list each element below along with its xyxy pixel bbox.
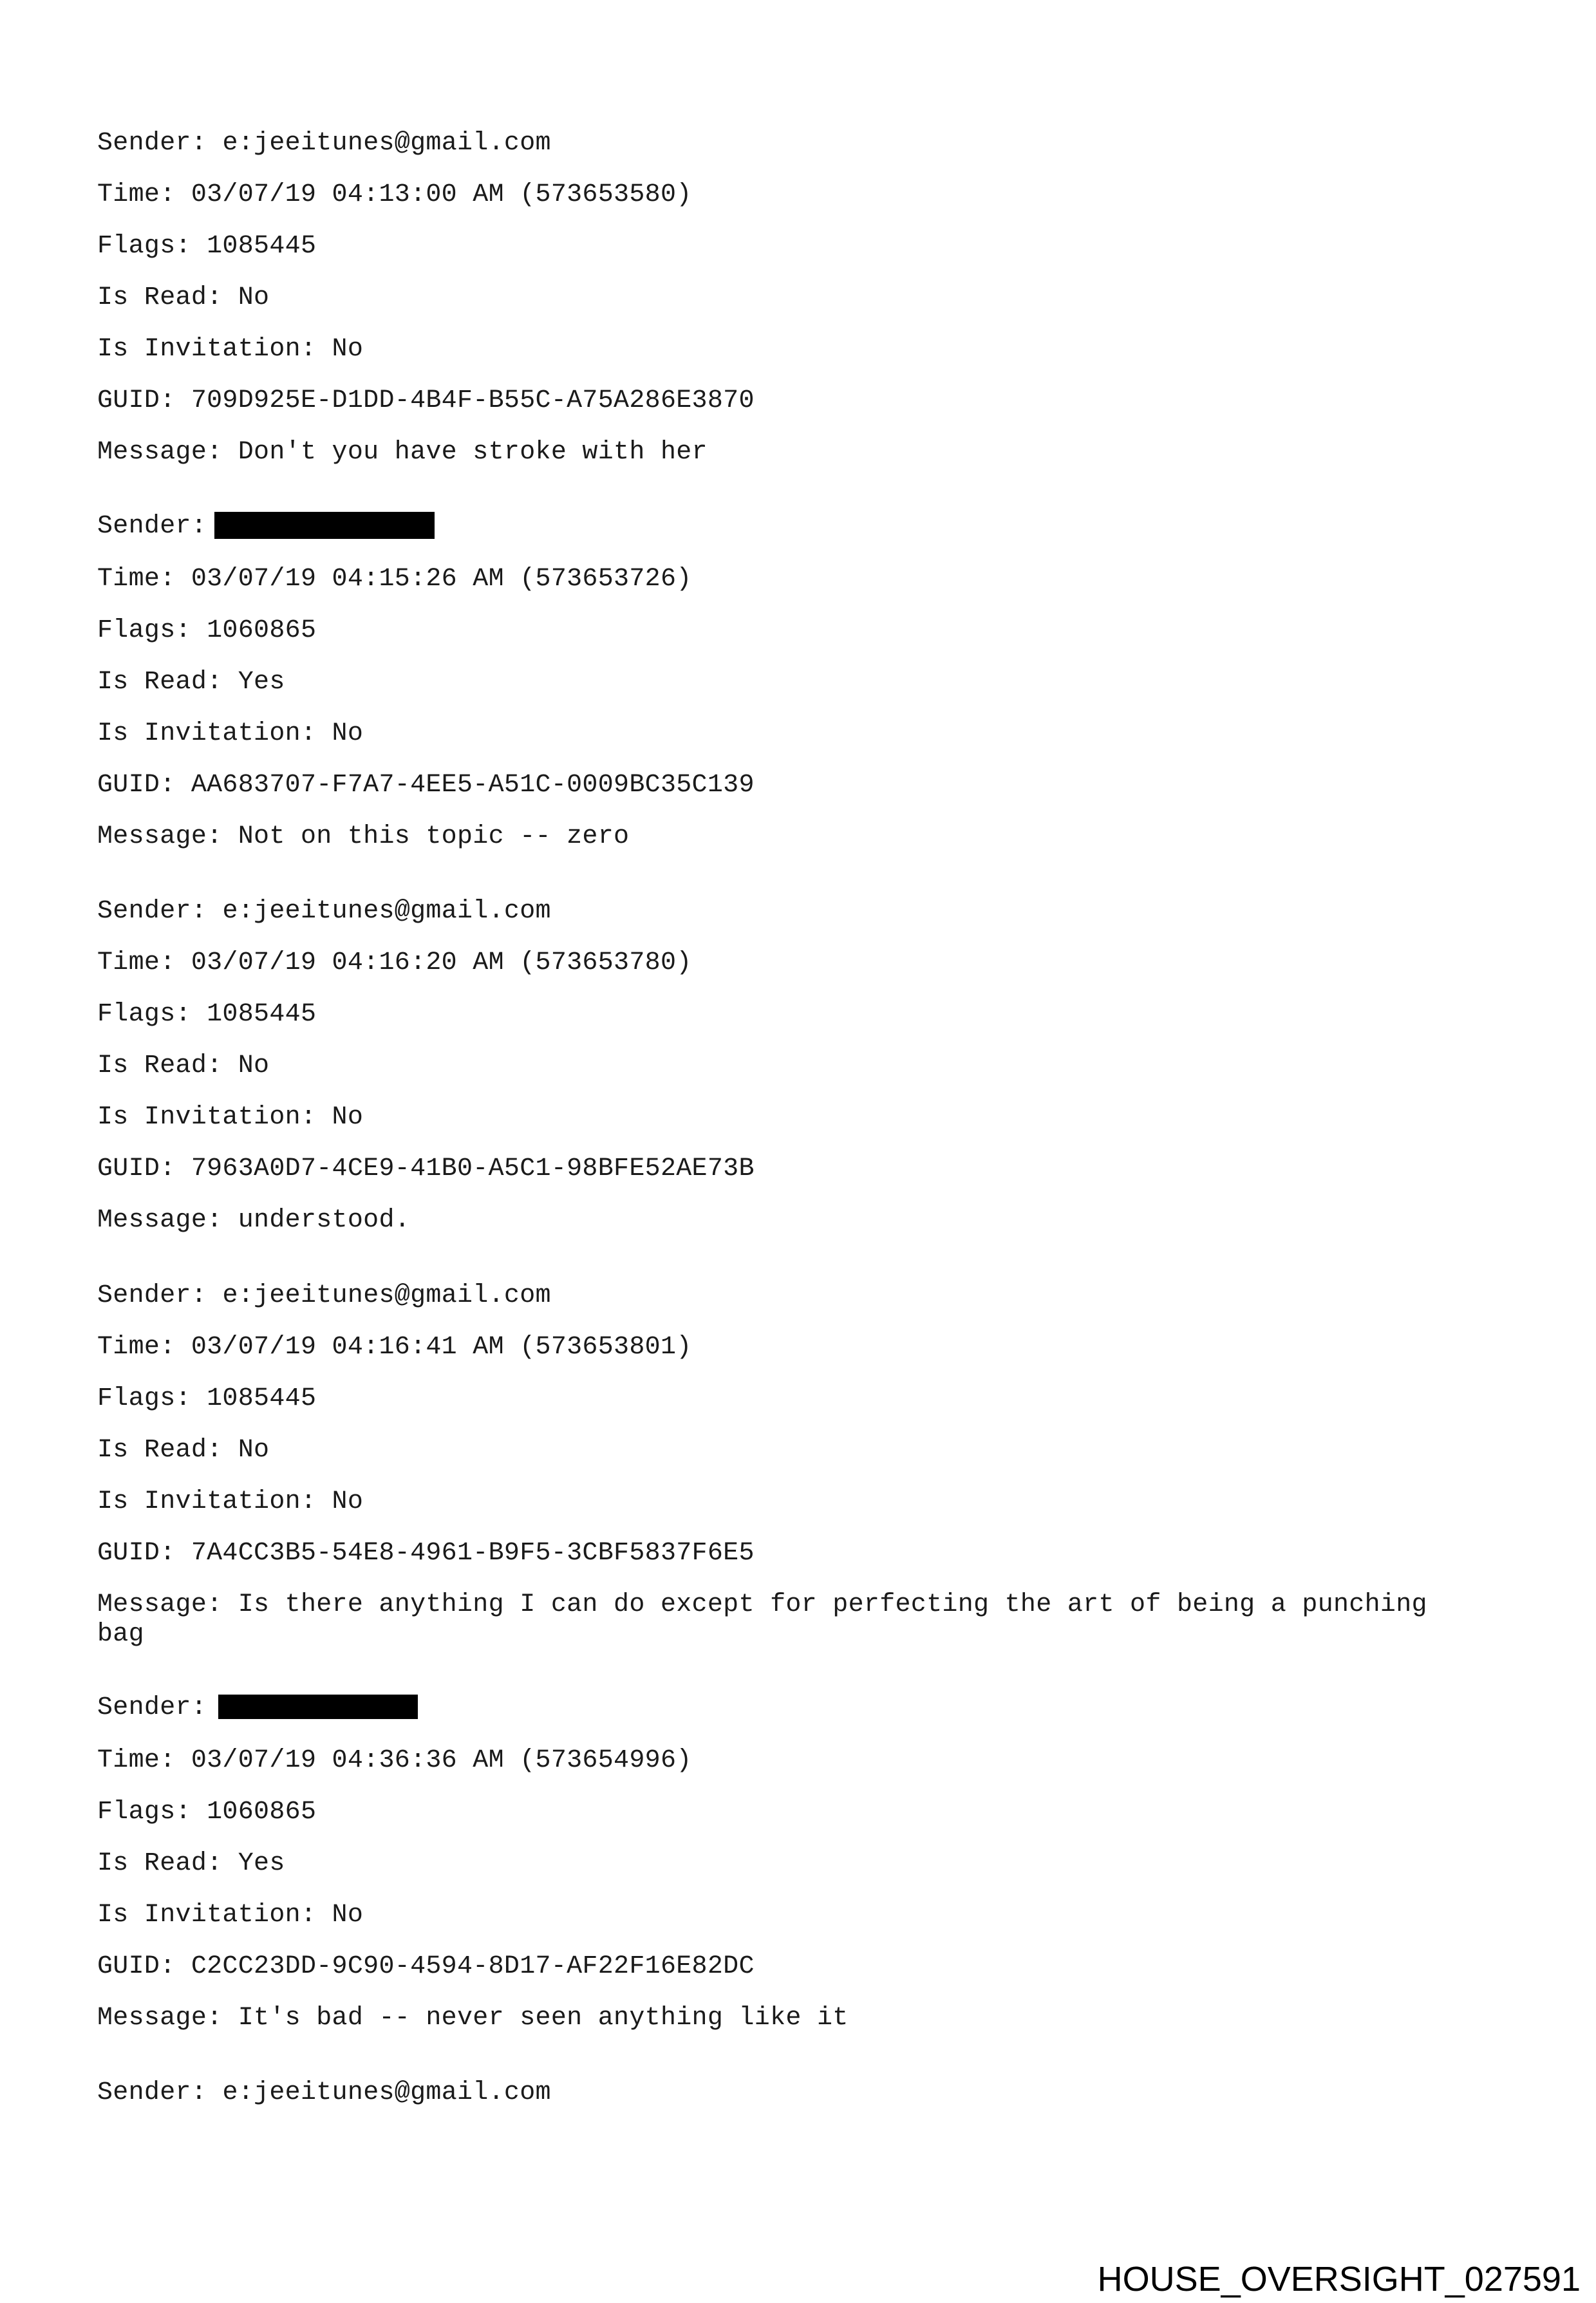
- is-invitation-line: Is Invitation: No: [97, 1103, 364, 1132]
- message-line: Message: It's bad -- never seen anything like it: [97, 2004, 849, 2033]
- is-invitation-line: Is Invitation: No: [97, 719, 364, 748]
- message-line: Message: Is there anything I can do except for perfecting the art of being a punching bag: [97, 1590, 1427, 1649]
- time-line: Time: 03/07/19 04:16:20 AM (573653780): [97, 948, 692, 977]
- message-line: Message: Not on this topic -- zero: [97, 822, 630, 851]
- flags-line: Flags: 1085445: [97, 232, 317, 261]
- flags-line: Flags: 1060865: [97, 616, 317, 645]
- guid-line: GUID: 7963A0D7-4CE9-41B0-A5C1-98BFE52AE73B: [97, 1154, 755, 1183]
- is-read-line: Is Read: Yes: [97, 668, 285, 697]
- guid-line: GUID: C2CC23DD-9C90-4594-8D17-AF22F16E82DC: [97, 1952, 755, 1981]
- sender-label: Sender:: [97, 1281, 207, 1310]
- is-invitation-line: Is Invitation: No: [97, 1487, 364, 1516]
- sender-label: Sender:: [97, 129, 207, 158]
- is-invitation-line: Is Invitation: No: [97, 335, 364, 364]
- guid-line: GUID: 709D925E-D1DD-4B4F-B55C-A75A286E3870: [97, 386, 755, 415]
- is-read-line: Is Read: Yes: [97, 1849, 285, 1878]
- time-line: Time: 03/07/19 04:16:41 AM (573653801): [97, 1333, 692, 1362]
- sender-line: [97, 897, 551, 926]
- sender-label: Sender:: [97, 897, 207, 926]
- is-invitation-line: Is Invitation: No: [97, 1901, 364, 1930]
- redaction-block: [214, 512, 435, 539]
- sender-line: [97, 129, 551, 158]
- sender-value: e:jeeitunes@gmail.com: [222, 129, 551, 158]
- time-line: Time: 03/07/19 04:15:26 AM (573653726): [97, 565, 692, 594]
- sender-value: e:jeeitunes@gmail.com: [222, 2078, 551, 2107]
- sender-value: e:jeeitunes@gmail.com: [222, 897, 551, 926]
- redaction-block: [218, 1695, 418, 1719]
- sender-label: Sender:: [97, 2078, 207, 2107]
- time-line: Time: 03/07/19 04:36:36 AM (573654996): [97, 1746, 692, 1775]
- is-read-line: Is Read: No: [97, 283, 270, 312]
- flags-line: Flags: 1085445: [97, 1384, 317, 1413]
- guid-line: GUID: 7A4CC3B5-54E8-4961-B9F5-3CBF5837F6E5: [97, 1539, 755, 1568]
- sender-line: [97, 1281, 551, 1311]
- message-line: Message: understood.: [97, 1206, 411, 1235]
- flags-line: Flags: 1060865: [97, 1798, 317, 1827]
- is-read-line: Is Read: No: [97, 1436, 270, 1465]
- message-line: Message: Don't you have stroke with her: [97, 438, 708, 467]
- guid-line: GUID: AA683707-F7A7-4EE5-A51C-0009BC35C139: [97, 771, 755, 800]
- sender-line: [97, 1693, 418, 1723]
- sender-line: [97, 512, 435, 541]
- bates-number: HOUSE_OVERSIGHT_027591: [1097, 2260, 1581, 2298]
- sender-label: Sender:: [97, 512, 207, 541]
- is-read-line: Is Read: No: [97, 1051, 270, 1080]
- sender-line: [97, 2078, 551, 2108]
- time-line: Time: 03/07/19 04:13:00 AM (573653580): [97, 180, 692, 209]
- flags-line: Flags: 1085445: [97, 1000, 317, 1029]
- sender-label: Sender:: [97, 1693, 207, 1722]
- sender-value: e:jeeitunes@gmail.com: [222, 1281, 551, 1310]
